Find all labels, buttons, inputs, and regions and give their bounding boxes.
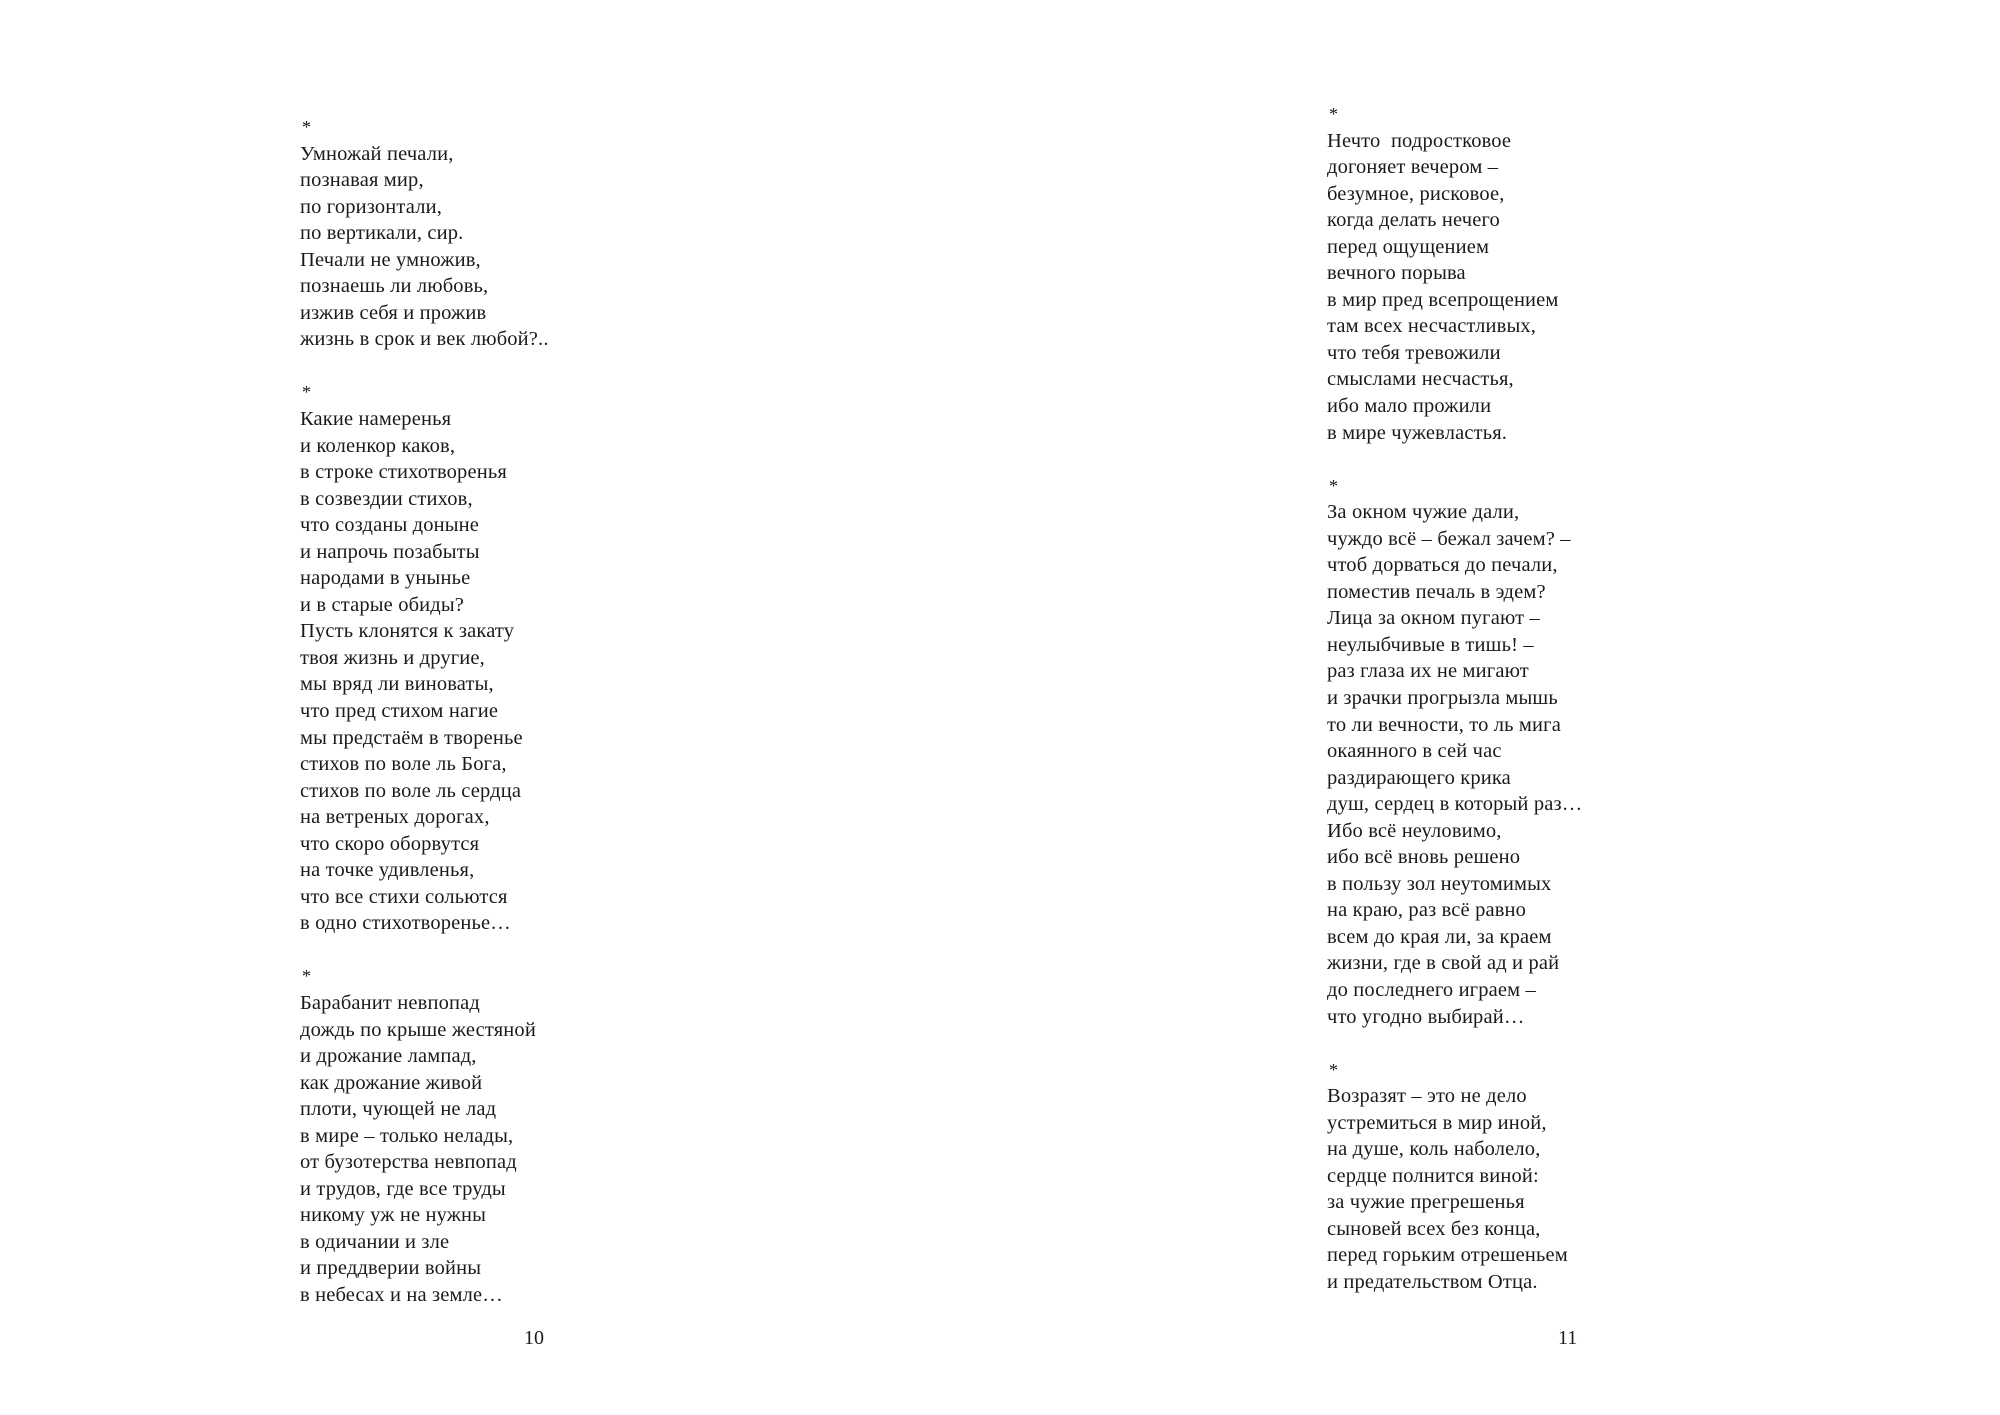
poem-line: в одно стихотворенье… (300, 912, 511, 935)
poem-line: жизни, где в свой ад и рай (1327, 952, 1560, 975)
poem (1327, 101, 1582, 446)
poem-line: то ли вечности, то ль мига (1327, 713, 1561, 736)
poem-line: перед горьким отрешеньем (1327, 1244, 1568, 1267)
poem-line: Какие намеренья (300, 407, 452, 430)
poem-line: по вертикали, сир. (300, 222, 464, 245)
poem-line: по горизонтали, (300, 195, 442, 218)
poem (300, 114, 549, 353)
poem-line: безумное, рисковое, (1327, 182, 1505, 205)
poem-line: Нечто подростковое (1327, 129, 1512, 152)
poem-line: что скоро оборвутся (300, 832, 480, 855)
poem-line: и в старые обиды? (300, 593, 465, 616)
poem-line: на точке удивленья, (300, 859, 475, 882)
poem-line: что все стихи сольются (300, 885, 508, 908)
poem-line: на краю, раз всё равно (1327, 899, 1527, 922)
poem-line: чтоб дорваться до печали, (1327, 554, 1558, 577)
poem-line: душ, сердец в который раз… (1327, 793, 1583, 816)
poem-line: плоти, чующей не лад (300, 1098, 497, 1121)
poem-line: что созданы доныне (300, 514, 480, 537)
poem-line: мы вряд ли виноваты, (300, 673, 494, 696)
poem-line: до последнего играем – (1327, 979, 1536, 1001)
poem-line: Ибо всё неуловимо, (1327, 819, 1502, 842)
poem-line: окаянного в сей час (1327, 740, 1502, 763)
poem-line: ибо всё вновь решено (1327, 846, 1521, 869)
poem-line: вечного порыва (1327, 262, 1466, 285)
poem (1327, 473, 1582, 1030)
poem-line: Возразят – это не дело (1327, 1085, 1527, 1108)
poem-line: что угодно выбирай… (1327, 1005, 1525, 1028)
poem-line: и зрачки прогрызла мышь (1327, 686, 1558, 709)
poem-line: в мир пред всепрощением (1327, 288, 1559, 311)
poem-line: как дрожание живой (300, 1071, 483, 1094)
poem-separator-asterisk: * (302, 382, 312, 403)
poem-column (1327, 101, 1582, 1296)
poem-line: и коленкор каков, (300, 434, 456, 457)
poem-line: и предательством Отца. (1327, 1270, 1538, 1293)
poem-line: и трудов, где все труды (300, 1177, 506, 1200)
poem-line: в созвездии стихов, (300, 487, 473, 510)
poem-line: в мире – только нелады, (300, 1124, 514, 1147)
poem-line: ибо мало прожили (1327, 395, 1492, 418)
page-number: 10 (524, 1327, 544, 1349)
poem-line: Пусть клонятся к закату (300, 620, 515, 643)
poem-line: Печали не умножив, (300, 248, 481, 271)
poem-separator-asterisk: * (302, 966, 312, 987)
poem-separator-asterisk: * (1329, 104, 1339, 124)
poem-line: когда делать нечего (1327, 209, 1500, 232)
poem-line: никому уж не нужны (300, 1204, 487, 1227)
poem-line: мы предстаём в творенье (300, 726, 523, 749)
poem-line: от бузотерства невпопад (300, 1151, 517, 1174)
poem-line: стихов по воле ль сердца (300, 779, 522, 802)
poem-line: что пред стихом нагие (300, 699, 499, 722)
poem-line: раздирающего крика (1327, 766, 1511, 789)
poem-line: и преддверии войны (300, 1257, 482, 1280)
poem-line: в одичании и зле (300, 1230, 450, 1253)
poem-separator-asterisk: * (302, 117, 312, 137)
poem-line: твоя жизнь и другие, (300, 646, 485, 669)
poem-line: в пользу зол неутомимых (1327, 872, 1552, 895)
poem-line: За окном чужие дали, (1327, 501, 1520, 524)
poem-line: познаешь ли любовь, (300, 275, 489, 298)
poem-line: всем до края ли, за краем (1327, 925, 1552, 948)
poem-separator-asterisk: * (1329, 1059, 1339, 1080)
poem (300, 963, 549, 1308)
poem-line: Умножай печали, (300, 142, 454, 165)
poem-line: на ветреных дорогах, (300, 806, 490, 829)
poem (300, 379, 549, 936)
poem-line: догоняет вечером – (1327, 156, 1499, 179)
poem-line: в мире чужевластья. (1327, 421, 1508, 444)
poem-line: в небесах и на земле… (300, 1283, 503, 1306)
poem-line: раз глаза их не мигают (1327, 660, 1529, 683)
poem-line: Барабанит невпопад (300, 991, 480, 1014)
poem-line: познавая мир, (300, 169, 424, 192)
poem-line: в строке стихотворенья (300, 461, 507, 484)
poem-line: дождь по крыше жестяной (300, 1018, 536, 1041)
poem-separator-asterisk: * (1329, 475, 1339, 496)
poem-line: и дрожание лампад, (300, 1045, 477, 1068)
right-page (1000, 0, 2000, 1415)
poem-line: поместив печаль в эдем? (1327, 580, 1546, 603)
poem-line: жизнь в срок и век любой?.. (300, 328, 549, 351)
poem-line: смыслами несчастья, (1327, 368, 1514, 391)
poem-line: сыновей всех без конца, (1327, 1217, 1541, 1240)
poem-column (300, 114, 549, 1309)
poem-line: чуждо всё – бежал зачем? – (1327, 527, 1571, 550)
poem-line: Лица за окном пугают – (1327, 607, 1540, 630)
poem-line: сердце полнится виной: (1327, 1164, 1539, 1187)
poem-line: что тебя тревожили (1327, 341, 1501, 364)
poem-line: устремиться в мир иной, (1327, 1111, 1547, 1134)
poem-line: там всех несчастливых, (1327, 315, 1537, 338)
page-number: 11 (1558, 1327, 1578, 1349)
poem-line: на душе, коль наболело, (1327, 1138, 1541, 1161)
poem-line: за чужие прегрешенья (1327, 1191, 1525, 1214)
poem (1327, 1057, 1582, 1296)
poem-line: и напрочь позабыты (300, 540, 480, 563)
poem-line: стихов по воле ль Бога, (300, 753, 507, 776)
poem-line: неулыбчивые в тишь! – (1327, 633, 1534, 656)
poem-line: народами в унынье (300, 567, 471, 590)
poem-line: перед ощущением (1327, 235, 1490, 258)
poem-line: изжив себя и прожив (300, 301, 487, 324)
